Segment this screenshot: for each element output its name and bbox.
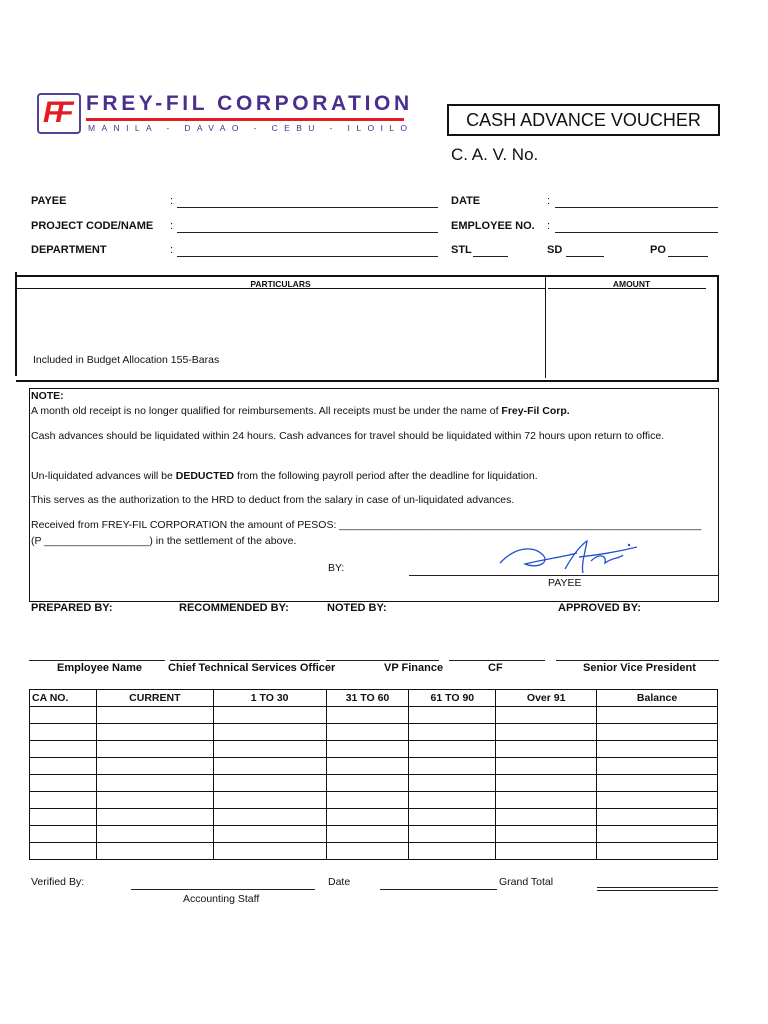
aging-cell[interactable] [30, 741, 97, 758]
date-field[interactable] [555, 207, 718, 208]
aging-cell[interactable] [213, 741, 326, 758]
aging-cell[interactable] [496, 724, 597, 741]
aging-cell[interactable] [409, 741, 496, 758]
payee-label: PAYEE [31, 195, 67, 207]
stl-label: STL [451, 244, 472, 256]
form-title: CASH ADVANCE VOUCHER [447, 104, 720, 136]
note-heading: NOTE: [31, 390, 64, 402]
aging-cell[interactable] [496, 707, 597, 724]
aging-table [29, 689, 718, 860]
aging-cell[interactable] [409, 707, 496, 724]
aging-cell[interactable] [326, 792, 409, 809]
department-label: DEPARTMENT [31, 244, 107, 256]
aging-cell[interactable] [326, 775, 409, 792]
aging-row [30, 741, 718, 758]
aging-cell[interactable] [496, 741, 597, 758]
aging-cell[interactable] [597, 809, 718, 826]
aging-cell[interactable] [409, 724, 496, 741]
aging-cell[interactable] [30, 809, 97, 826]
aging-cell[interactable] [409, 758, 496, 775]
aging-cell[interactable] [409, 826, 496, 843]
aging-cell[interactable] [213, 707, 326, 724]
aging-cell[interactable] [96, 792, 213, 809]
aging-row [30, 707, 718, 724]
aging-cell[interactable] [597, 775, 718, 792]
aging-cell[interactable] [597, 758, 718, 775]
aging-row [30, 724, 718, 741]
aging-cell[interactable] [213, 724, 326, 741]
aging-row [30, 843, 718, 860]
aging-cell[interactable] [409, 792, 496, 809]
sd-label: SD [547, 244, 563, 256]
aging-row [30, 809, 718, 826]
aging-row [30, 775, 718, 792]
payee-colon: : [170, 195, 174, 207]
note-line-2: Cash advances should be liquidated within 24 hours. Cash advances for travel should be liquidated within 72 hours upon return to office. [31, 430, 665, 442]
project-label: PROJECT CODE/NAME [31, 220, 154, 232]
stl-field[interactable] [473, 256, 508, 257]
recommended-by-label: RECOMMENDED BY: [179, 602, 289, 614]
prepared-signature-line[interactable] [29, 660, 165, 661]
aging-cell[interactable] [213, 826, 326, 843]
aging-cell[interactable] [30, 826, 97, 843]
col-over-91: Over 91 [496, 690, 597, 707]
project-colon: : [170, 220, 174, 232]
aging-cell[interactable] [30, 707, 97, 724]
footer-date-label: Date [328, 876, 351, 888]
amount-header: AMOUNT [612, 279, 651, 289]
verified-by-label: Verified By: [31, 876, 85, 888]
payee-signature [495, 533, 645, 583]
aging-cell[interactable] [597, 724, 718, 741]
note-line-3 [31, 470, 538, 482]
by-label: BY: [328, 562, 345, 574]
vp-finance-signature-line[interactable] [326, 660, 439, 661]
note-line-3-deducted: DEDUCTED [175, 470, 235, 482]
project-field[interactable] [177, 232, 438, 233]
note-line-3-post: from the following payroll period after the deadline for liquidation. [237, 470, 538, 482]
col-current: CURRENT [96, 690, 213, 707]
aging-cell[interactable] [30, 758, 97, 775]
note-line-6: (P __________________) in the settlement of the above. [31, 535, 297, 547]
company-name: FREY-FIL CORPORATION [86, 92, 413, 115]
logo-letters: FF [43, 96, 68, 129]
aging-header-row [30, 690, 718, 707]
aging-cell[interactable] [597, 707, 718, 724]
particulars-divider [545, 277, 546, 378]
date-colon: : [547, 195, 551, 207]
aging-cell[interactable] [326, 758, 409, 775]
aging-cell[interactable] [96, 843, 213, 860]
cav-no-label: C. A. V. No. [451, 145, 539, 164]
cf-signature-line[interactable] [449, 660, 545, 661]
aging-cell[interactable] [30, 792, 97, 809]
aging-cell[interactable] [496, 809, 597, 826]
aging-row [30, 792, 718, 809]
verified-by-line[interactable] [131, 889, 315, 890]
aging-cell[interactable] [96, 758, 213, 775]
note-line-5: Received from FREY-FIL CORPORATION the amount of PESOS: ______________________________________________________________ [31, 519, 702, 531]
aging-cell[interactable] [409, 843, 496, 860]
aging-cell[interactable] [496, 843, 597, 860]
aging-cell[interactable] [409, 775, 496, 792]
aging-row [30, 758, 718, 775]
aging-cell[interactable] [96, 775, 213, 792]
aging-cell[interactable] [213, 843, 326, 860]
company-cities: MANILA - DAVAO - CEBU - ILOILO [88, 123, 414, 133]
accounting-staff-caption: Accounting Staff [183, 893, 260, 905]
employee-no-colon: : [547, 220, 551, 232]
vp-finance-caption: VP Finance [384, 662, 444, 674]
noted-by-label: NOTED BY: [327, 602, 387, 614]
department-field[interactable] [177, 256, 438, 257]
employee-no-field[interactable] [555, 232, 718, 233]
sd-field[interactable] [566, 256, 604, 257]
note-line-1-text: A month old receipt is no longer qualified for reimbursements. All receipts must be under the name of [31, 405, 499, 417]
aging-cell[interactable] [213, 809, 326, 826]
note-line-3-pre: Un-liquidated advances will be [31, 470, 173, 482]
aging-cell[interactable] [213, 792, 326, 809]
particulars-entry[interactable]: Included in Budget Allocation 155-Baras [33, 354, 220, 366]
aging-cell[interactable] [326, 707, 409, 724]
col-61-to-90: 61 TO 90 [409, 690, 496, 707]
svp-signature-line[interactable] [556, 660, 719, 661]
aging-cell[interactable] [30, 843, 97, 860]
aging-cell[interactable] [213, 758, 326, 775]
aging-cell[interactable] [496, 758, 597, 775]
footer-date-line[interactable] [380, 889, 497, 890]
note-line-1-company: Frey-Fil Corp. [501, 405, 570, 417]
col-1-to-30: 1 TO 30 [213, 690, 326, 707]
payee-signature-label: PAYEE [548, 577, 582, 589]
po-label: PO [650, 244, 666, 256]
note-line-4: This serves as the authorization to the HRD to deduct from the salary in case of un-liquidated advances. [31, 494, 515, 506]
aging-cell[interactable] [597, 792, 718, 809]
aging-cell[interactable] [213, 775, 326, 792]
aging-cell[interactable] [326, 809, 409, 826]
aging-cell[interactable] [96, 707, 213, 724]
aging-cell[interactable] [326, 724, 409, 741]
aging-cell[interactable] [96, 724, 213, 741]
aging-cell[interactable] [326, 826, 409, 843]
aging-cell[interactable] [597, 843, 718, 860]
aging-cell[interactable] [496, 826, 597, 843]
col-balance: Balance [597, 690, 718, 707]
aging-body [30, 707, 718, 860]
grand-total-line[interactable] [597, 887, 718, 888]
aging-row [30, 826, 718, 843]
department-colon: : [170, 244, 174, 256]
aging-cell[interactable] [496, 775, 597, 792]
particulars-header: PARTICULARS [250, 279, 311, 289]
aging-cell[interactable] [96, 741, 213, 758]
aging-cell[interactable] [409, 809, 496, 826]
company-underline [86, 118, 404, 121]
po-field[interactable] [668, 256, 708, 257]
aging-cell[interactable] [30, 724, 97, 741]
aging-cell[interactable] [96, 809, 213, 826]
cf-caption: CF [488, 662, 503, 674]
company-logo [37, 93, 81, 134]
employee-name-caption: Employee Name [57, 662, 142, 674]
date-label: DATE [451, 195, 481, 207]
note-line-1 [31, 405, 570, 417]
col-31-to-60: 31 TO 60 [326, 690, 409, 707]
ctso-caption: Chief Technical Services Officer [168, 662, 336, 674]
aging-cell[interactable] [30, 775, 97, 792]
aging-cell[interactable] [597, 741, 718, 758]
aging-cell[interactable] [326, 741, 409, 758]
col-ca-no: CA NO. [30, 690, 97, 707]
payee-field[interactable] [177, 207, 438, 208]
grand-total-label: Grand Total [499, 876, 554, 888]
approved-by-label: APPROVED BY: [558, 602, 641, 614]
aging-cell[interactable] [96, 826, 213, 843]
aging-cell[interactable] [326, 843, 409, 860]
aging-cell[interactable] [597, 826, 718, 843]
svp-caption: Senior Vice President [583, 662, 696, 674]
aging-cell[interactable] [496, 792, 597, 809]
prepared-by-label: PREPARED BY: [31, 602, 113, 614]
recommended-signature-line[interactable] [170, 660, 320, 661]
employee-no-label: EMPLOYEE NO. [451, 220, 535, 232]
grand-total-double-line [597, 890, 718, 891]
